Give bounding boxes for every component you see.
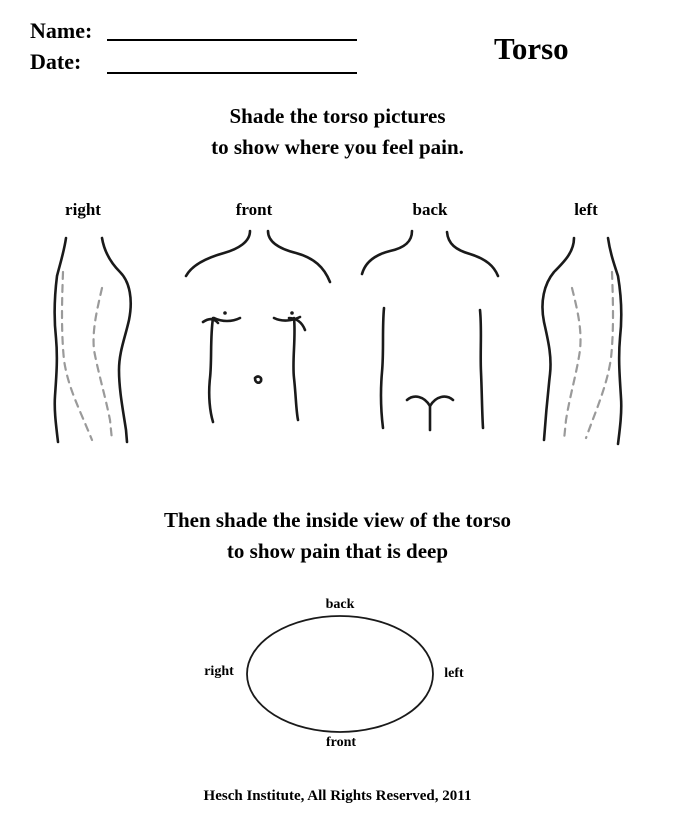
instructions-line-2: to show where you feel pain. [211,135,464,159]
inside-instructions-line-1: Then shade the inside view of the torso [163,508,512,532]
view-label-left: left [574,200,598,219]
cross-section-label-left: left [444,666,464,681]
cross-section-label-front: front [325,735,357,750]
date-label: Date: [30,49,82,74]
page-title: Torso [494,31,569,66]
cross-section-label-back: back [325,597,355,612]
copyright-footer: Hesch Institute, All Rights Reserved, 2011 [203,788,472,804]
instructions-line-1: Shade the torso pictures [229,104,446,128]
cross-section-label-right: right [204,664,234,679]
inside-instructions-line-2: to show pain that is deep [226,539,449,563]
view-label-front: front [235,200,273,219]
view-label-right: right [65,200,101,219]
view-label-back: back [412,200,448,219]
name-label: Name: [30,18,93,43]
